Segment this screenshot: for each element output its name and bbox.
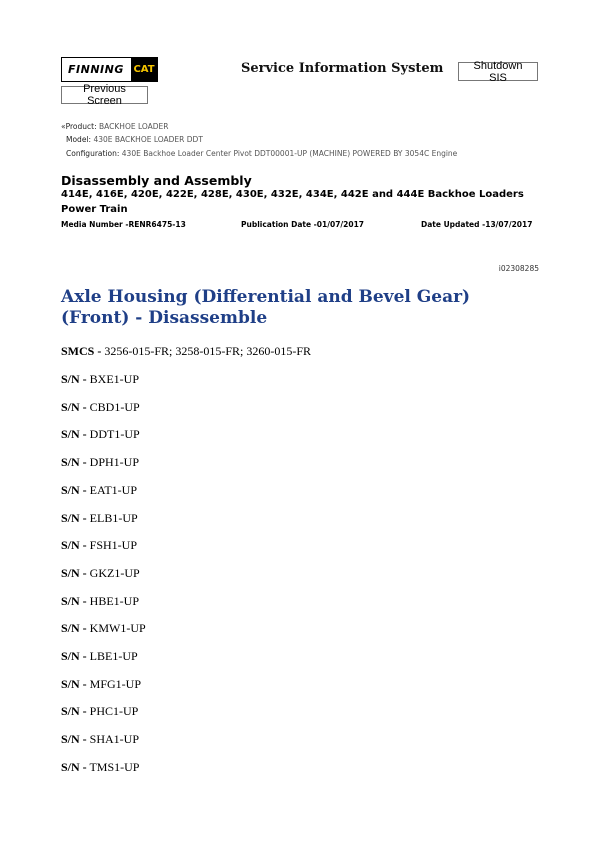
serial-number-value: DDT1-UP [89, 427, 140, 442]
manual-models: 414E, 416E, 420E, 422E, 428E, 430E, 432E, 434E, 442E and 444E Backhoe Loaders [61, 189, 524, 200]
serial-number-row [61, 400, 140, 415]
smcs-label: SMCS - [61, 344, 102, 358]
serial-number-row [61, 621, 146, 636]
configuration-row [66, 149, 457, 158]
serial-number-label: S/N - [61, 427, 87, 442]
serial-number-label: S/N - [61, 538, 87, 553]
serial-number-row [61, 538, 137, 553]
serial-number-label: S/N - [61, 649, 87, 663]
model-row [66, 135, 203, 144]
serial-number-value: EAT1-UP [89, 482, 138, 497]
serial-number-label: S/N - [61, 759, 87, 774]
model-value: 430E BACKHOE LOADER DDT [93, 135, 203, 144]
serial-number-value: FSH1-UP [89, 538, 138, 553]
serial-number-label: S/N - [61, 704, 87, 719]
serial-number-value: CBD1-UP [89, 399, 140, 414]
serial-number-row [61, 483, 137, 498]
serial-number-row [61, 566, 140, 581]
configuration-label: Configuration: [66, 149, 120, 158]
serial-number-value: GKZ1-UP [89, 565, 140, 580]
date-updated: Date Updated -13/07/2017 [421, 220, 533, 229]
manual-title: Disassembly and Assembly [61, 173, 252, 188]
back-arrow-icon[interactable]: « [61, 122, 66, 131]
finning-cat-logo [61, 57, 158, 82]
serial-number-label: S/N - [61, 565, 87, 580]
serial-number-row [61, 372, 139, 387]
serial-number-value: ELB1-UP [89, 510, 138, 525]
serial-number-label: S/N - [61, 510, 87, 525]
configuration-value: 430E Backhoe Loader Center Pivot DDT00001-UP (MACHINE) POWERED BY 3054C Engine [121, 149, 458, 158]
serial-number-label: S/N - [61, 732, 87, 747]
serial-number-value: HBE1-UP [89, 593, 140, 608]
app-title: Service Information System [241, 61, 444, 76]
serial-number-row [61, 732, 139, 747]
product-label: Product: [65, 122, 97, 131]
serial-number-value: PHC1-UP [89, 704, 139, 719]
serial-number-row [61, 760, 139, 775]
manual-system: Power Train [61, 204, 128, 215]
serial-number-row [61, 704, 138, 719]
serial-number-label: S/N - [61, 399, 87, 414]
product-row [61, 122, 169, 131]
document-title: Axle Housing (Differential and Bevel Gear) (Front) - Disassemble [61, 287, 471, 328]
serial-number-value: SHA1-UP [89, 732, 140, 747]
serial-number-label: S/N - [61, 621, 87, 636]
serial-number-label: S/N - [61, 455, 87, 470]
serial-number-value: KMW1-UP [89, 621, 146, 636]
serial-number-value: TMS1-UP [89, 759, 140, 774]
serial-number-label: S/N - [61, 482, 87, 497]
serial-number-label: S/N - [61, 372, 87, 386]
serial-number-row [61, 427, 140, 442]
model-label: Model: [66, 135, 92, 144]
smcs-row [61, 344, 311, 359]
serial-number-row [61, 677, 141, 692]
serial-number-value: MFG1-UP [89, 676, 142, 691]
serial-number-label: S/N - [61, 676, 87, 691]
serial-number-label: S/N - [61, 593, 87, 608]
media-number: Media Number -RENR6475-13 [61, 220, 186, 229]
serial-number-row [61, 649, 138, 664]
serial-number-value: DPH1-UP [89, 455, 140, 470]
publication-date: Publication Date -01/07/2017 [241, 220, 365, 229]
serial-number-value: BXE1-UP [89, 372, 140, 386]
previous-screen-button[interactable]: Previous Screen [61, 86, 148, 104]
smcs-value: 3256-015-FR; 3258-015-FR; 3260-015-FR [104, 344, 312, 358]
serial-number-row [61, 594, 139, 609]
cat-logo-icon: CAT [131, 58, 157, 81]
finning-logo-text: FINNING [68, 63, 124, 76]
document-id: i02308285 [498, 264, 539, 273]
serial-number-row [61, 455, 139, 470]
shutdown-sis-button[interactable]: Shutdown SIS [458, 62, 538, 81]
serial-number-value: LBE1-UP [89, 649, 138, 663]
serial-number-row [61, 511, 138, 526]
product-value: BACKHOE LOADER [99, 122, 169, 131]
